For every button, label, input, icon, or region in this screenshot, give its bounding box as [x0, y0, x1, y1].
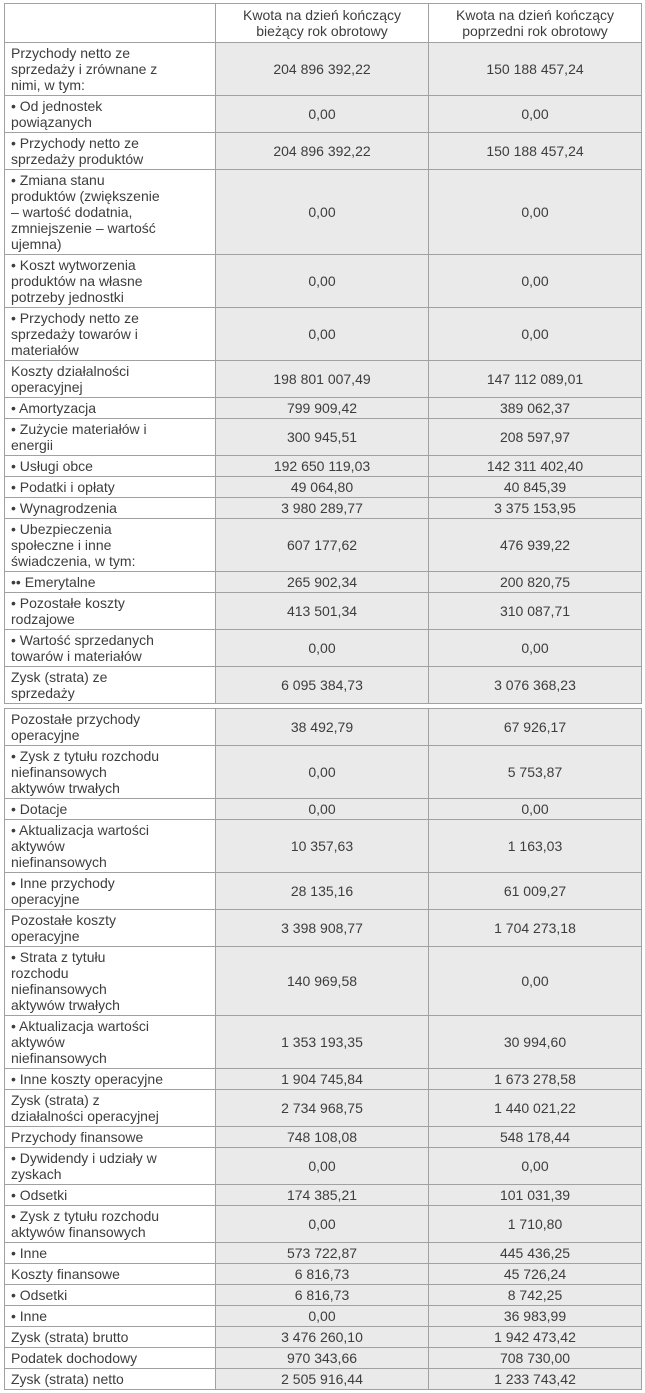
row-label-cell	[5, 1148, 216, 1185]
table-header-row	[5, 4, 642, 43]
previous-year-value-cell: 1 710,80	[429, 1206, 642, 1243]
row-label-cell	[5, 96, 216, 133]
header-current-year: Kwota na dzień kończący bieżący rok obrotowy	[216, 4, 429, 43]
row-label-cell	[5, 1243, 216, 1264]
previous-year-value-cell: 40 845,39	[429, 477, 642, 498]
current-year-value-cell: 192 650 119,03	[216, 456, 429, 477]
row-label-text: • Usługi obce	[11, 458, 93, 474]
row-label-text: • Przychody netto ze sprzedaży towarów i materiałów	[11, 310, 139, 358]
row-label-text: • Podatki i opłaty	[11, 479, 115, 495]
table-row	[5, 1127, 642, 1148]
row-label-cell	[5, 133, 216, 170]
table-row	[5, 1369, 642, 1390]
row-label-cell	[5, 593, 216, 630]
table-row	[5, 1348, 642, 1369]
table-row	[5, 572, 642, 593]
row-label-text: • Odsetki	[11, 1187, 68, 1203]
row-label-cell	[5, 820, 216, 873]
row-label-cell	[5, 1127, 216, 1148]
table-row	[5, 456, 642, 477]
current-year-value-cell: 10 357,63	[216, 820, 429, 873]
previous-year-value-cell: 389 062,37	[429, 398, 642, 419]
row-label-cell	[5, 667, 216, 704]
current-year-value-cell: 748 108,08	[216, 1127, 429, 1148]
previous-year-value-cell: 1 673 278,58	[429, 1069, 642, 1090]
current-year-value-cell: 0,00	[216, 308, 429, 361]
row-label-text: • Od jednostek powiązanych	[11, 98, 103, 130]
row-label-text: Pozostałe koszty operacyjne	[11, 912, 117, 944]
row-label-cell	[5, 709, 216, 746]
current-year-value-cell: 3 476 260,10	[216, 1327, 429, 1348]
previous-year-value-cell: 0,00	[429, 308, 642, 361]
table-row	[5, 1069, 642, 1090]
header-label-column	[5, 4, 216, 43]
row-label-text: • Aktualizacja wartości aktywów niefinansowych	[11, 822, 149, 870]
previous-year-value-cell: 208 597,97	[429, 419, 642, 456]
current-year-value-cell: 0,00	[216, 799, 429, 820]
current-year-value-cell: 38 492,79	[216, 709, 429, 746]
table-row	[5, 873, 642, 910]
row-label-cell	[5, 1348, 216, 1369]
row-label-cell	[5, 910, 216, 947]
row-label-text: • Pozostałe koszty rodzajowe	[11, 595, 125, 627]
row-label-cell	[5, 519, 216, 572]
row-label-cell	[5, 170, 216, 255]
row-label-text: • Zysk z tytułu rozchodu niefinansowych aktywów trwałych	[11, 748, 160, 796]
row-label-cell	[5, 1306, 216, 1327]
row-label-text: Koszty działalności operacyjnej	[11, 363, 130, 395]
table-row	[5, 1306, 642, 1327]
row-label-cell	[5, 398, 216, 419]
row-label-text: Podatek dochodowy	[11, 1350, 138, 1366]
header-previous-year: Kwota na dzień kończący poprzedni rok obrotowy	[429, 4, 642, 43]
row-label-cell	[5, 1369, 216, 1390]
row-label-text: • Inne	[11, 1308, 48, 1324]
row-label-text: Zysk (strata) ze sprzedaży	[11, 669, 108, 701]
table-row	[5, 96, 642, 133]
row-label-cell	[5, 1264, 216, 1285]
previous-year-value-cell: 147 112 089,01	[429, 361, 642, 398]
row-label-text: • Inne koszty operacyjne	[11, 1071, 163, 1087]
table-row	[5, 1090, 642, 1127]
current-year-value-cell: 6 095 384,73	[216, 667, 429, 704]
table-row	[5, 799, 642, 820]
row-label-cell	[5, 873, 216, 910]
table-row	[5, 1327, 642, 1348]
row-label-cell	[5, 1206, 216, 1243]
previous-year-value-cell: 67 926,17	[429, 709, 642, 746]
row-label-text: • Koszt wytworzenia produktów na własne potrzeby jednostki	[11, 257, 143, 305]
current-year-value-cell: 799 909,42	[216, 398, 429, 419]
row-label-text: • Zmiana stanu produktów (zwiększenie – wartość dodatnia, zmniejszenie – wartość ujemna)	[11, 172, 160, 252]
table-row	[5, 255, 642, 308]
row-label-cell	[5, 477, 216, 498]
row-label-text: Przychody finansowe	[11, 1129, 144, 1145]
previous-year-value-cell: 150 188 457,24	[429, 133, 642, 170]
table-row	[5, 477, 642, 498]
previous-year-value-cell: 45 726,24	[429, 1264, 642, 1285]
previous-year-value-cell: 0,00	[429, 630, 642, 667]
current-year-value-cell: 0,00	[216, 1206, 429, 1243]
row-label-text: • Wynagrodzenia	[11, 500, 117, 516]
current-year-value-cell: 174 385,21	[216, 1185, 429, 1206]
row-label-cell	[5, 498, 216, 519]
table-row	[5, 1148, 642, 1185]
row-label-text: • Przychody netto ze sprzedaży produktów	[11, 135, 144, 167]
table-row	[5, 1016, 642, 1069]
table-row	[5, 398, 642, 419]
previous-year-value-cell: 150 188 457,24	[429, 43, 642, 96]
previous-year-value-cell: 36 983,99	[429, 1306, 642, 1327]
previous-year-value-cell: 1 704 273,18	[429, 910, 642, 947]
current-year-value-cell: 0,00	[216, 630, 429, 667]
row-label-cell	[5, 572, 216, 593]
table-row	[5, 709, 642, 746]
row-label-text: Zysk (strata) netto	[11, 1371, 124, 1387]
current-year-value-cell: 300 945,51	[216, 419, 429, 456]
table-row	[5, 1285, 642, 1306]
row-label-cell	[5, 456, 216, 477]
row-label-text: Przychody netto ze sprzedaży i zrównane z nimi, w tym:	[11, 45, 158, 93]
current-year-value-cell: 140 969,58	[216, 947, 429, 1016]
current-year-value-cell: 0,00	[216, 1306, 429, 1327]
previous-year-value-cell: 5 753,87	[429, 746, 642, 799]
previous-year-value-cell: 0,00	[429, 96, 642, 133]
current-year-value-cell: 28 135,16	[216, 873, 429, 910]
current-year-value-cell: 1 353 193,35	[216, 1016, 429, 1069]
row-label-cell	[5, 1185, 216, 1206]
table-row	[5, 820, 642, 873]
table-row	[5, 667, 642, 704]
previous-year-value-cell: 61 009,27	[429, 873, 642, 910]
row-label-text: Zysk (strata) z działalności operacyjnej	[11, 1092, 159, 1124]
previous-year-value-cell: 1 163,03	[429, 820, 642, 873]
table-row	[5, 746, 642, 799]
row-label-cell	[5, 1327, 216, 1348]
current-year-value-cell: 573 722,87	[216, 1243, 429, 1264]
current-year-value-cell: 0,00	[216, 746, 429, 799]
table-row	[5, 593, 642, 630]
row-label-text: • Aktualizacja wartości aktywów niefinansowych	[11, 1018, 149, 1066]
previous-year-value-cell: 8 742,25	[429, 1285, 642, 1306]
row-label-text: • Odsetki	[11, 1287, 68, 1303]
row-label-cell	[5, 1285, 216, 1306]
previous-year-value-cell: 476 939,22	[429, 519, 642, 572]
current-year-value-cell: 204 896 392,22	[216, 43, 429, 96]
table-row	[5, 308, 642, 361]
income-statement-table-lower	[4, 708, 642, 1390]
previous-year-value-cell: 708 730,00	[429, 1348, 642, 1369]
row-label-text: Pozostałe przychody operacyjne	[11, 711, 141, 743]
row-label-text: •• Emerytalne	[11, 574, 96, 590]
table-body-lower	[5, 709, 642, 1390]
current-year-value-cell: 6 816,73	[216, 1264, 429, 1285]
row-label-cell	[5, 1016, 216, 1069]
row-label-text: • Ubezpieczenia społeczne i inne świadczenia, w tym:	[11, 521, 136, 569]
row-label-cell	[5, 746, 216, 799]
current-year-value-cell: 198 801 007,49	[216, 361, 429, 398]
row-label-text: • Wartość sprzedanych towarów i materiałów	[11, 632, 154, 664]
row-label-cell	[5, 799, 216, 820]
row-label-cell	[5, 43, 216, 96]
row-label-cell	[5, 1069, 216, 1090]
previous-year-value-cell: 0,00	[429, 255, 642, 308]
current-year-value-cell: 1 904 745,84	[216, 1069, 429, 1090]
row-label-text: • Strata z tytułu rozchodu niefinansowych aktywów trwałych	[11, 949, 120, 1013]
income-statement-table-upper	[4, 3, 642, 704]
previous-year-value-cell: 1 942 473,42	[429, 1327, 642, 1348]
previous-year-value-cell: 101 031,39	[429, 1185, 642, 1206]
row-label-cell	[5, 419, 216, 456]
previous-year-value-cell: 548 178,44	[429, 1127, 642, 1148]
current-year-value-cell: 3 980 289,77	[216, 498, 429, 519]
row-label-cell	[5, 308, 216, 361]
current-year-value-cell: 3 398 908,77	[216, 910, 429, 947]
row-label-cell	[5, 361, 216, 398]
row-label-cell	[5, 947, 216, 1016]
row-label-text: Koszty finansowe	[11, 1266, 120, 1282]
previous-year-value-cell: 0,00	[429, 947, 642, 1016]
row-label-text: • Inne przychody operacyjne	[11, 875, 115, 907]
row-label-text: Zysk (strata) brutto	[11, 1329, 129, 1345]
previous-year-value-cell: 30 994,60	[429, 1016, 642, 1069]
previous-year-value-cell: 0,00	[429, 170, 642, 255]
previous-year-value-cell: 0,00	[429, 799, 642, 820]
current-year-value-cell: 49 064,80	[216, 477, 429, 498]
table-row	[5, 1264, 642, 1285]
previous-year-value-cell: 1 233 743,42	[429, 1369, 642, 1390]
current-year-value-cell: 0,00	[216, 170, 429, 255]
previous-year-value-cell: 1 440 021,22	[429, 1090, 642, 1127]
table-row	[5, 947, 642, 1016]
table-row	[5, 1206, 642, 1243]
previous-year-value-cell: 310 087,71	[429, 593, 642, 630]
table-row	[5, 498, 642, 519]
current-year-value-cell: 6 816,73	[216, 1285, 429, 1306]
table-row	[5, 1243, 642, 1264]
table-row	[5, 630, 642, 667]
row-label-text: • Amortyzacja	[11, 400, 97, 416]
table-header	[5, 4, 642, 43]
table-row	[5, 519, 642, 572]
table-row	[5, 133, 642, 170]
table-row	[5, 1185, 642, 1206]
current-year-value-cell: 0,00	[216, 1148, 429, 1185]
previous-year-value-cell: 445 436,25	[429, 1243, 642, 1264]
row-label-text: • Zużycie materiałów i energii	[11, 421, 147, 453]
current-year-value-cell: 0,00	[216, 96, 429, 133]
row-label-text: • Inne	[11, 1245, 48, 1261]
table-row	[5, 910, 642, 947]
current-year-value-cell: 2 505 916,44	[216, 1369, 429, 1390]
current-year-value-cell: 607 177,62	[216, 519, 429, 572]
row-label-text: • Dotacje	[11, 801, 68, 817]
previous-year-value-cell: 200 820,75	[429, 572, 642, 593]
previous-year-value-cell: 0,00	[429, 1148, 642, 1185]
table-row	[5, 170, 642, 255]
current-year-value-cell: 970 343,66	[216, 1348, 429, 1369]
previous-year-value-cell: 3 076 368,23	[429, 667, 642, 704]
current-year-value-cell: 265 902,34	[216, 572, 429, 593]
row-label-cell	[5, 1090, 216, 1127]
current-year-value-cell: 413 501,34	[216, 593, 429, 630]
current-year-value-cell: 2 734 968,75	[216, 1090, 429, 1127]
previous-year-value-cell: 142 311 402,40	[429, 456, 642, 477]
row-label-cell	[5, 255, 216, 308]
table-body-upper	[5, 43, 642, 704]
previous-year-value-cell: 3 375 153,95	[429, 498, 642, 519]
table-row	[5, 419, 642, 456]
row-label-text: • Zysk z tytułu rozchodu aktywów finansowych	[11, 1208, 160, 1240]
table-row	[5, 361, 642, 398]
table-row	[5, 43, 642, 96]
row-label-text: • Dywidendy i udziały w zyskach	[11, 1150, 157, 1182]
row-label-cell	[5, 630, 216, 667]
current-year-value-cell: 204 896 392,22	[216, 133, 429, 170]
current-year-value-cell: 0,00	[216, 255, 429, 308]
